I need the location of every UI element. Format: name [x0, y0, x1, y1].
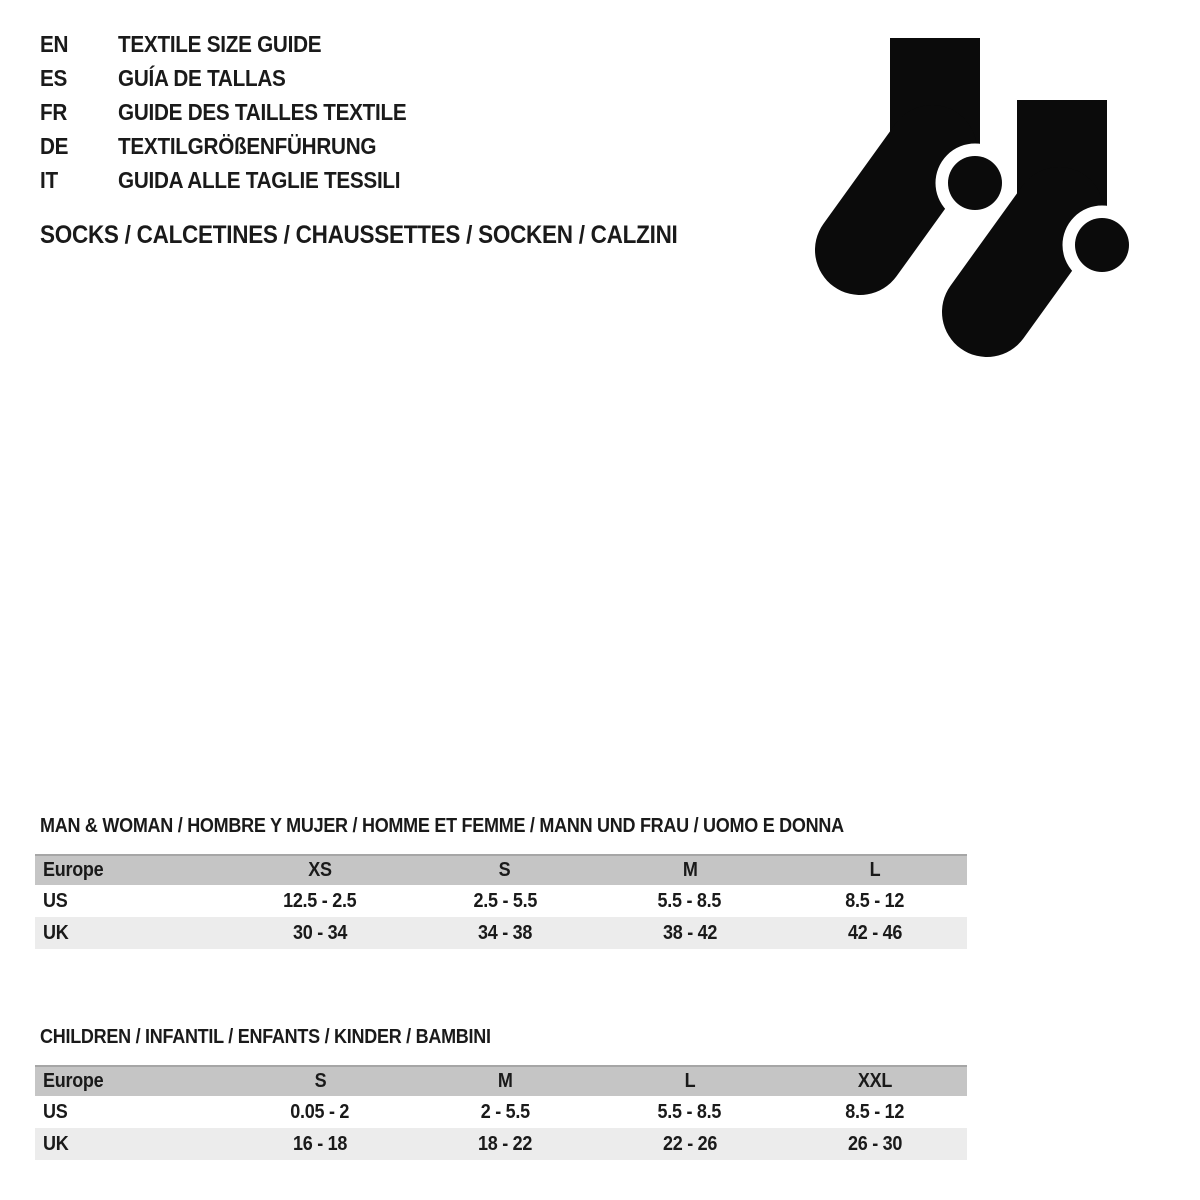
lang-label: GUÍA DE TALLAS — [118, 64, 286, 91]
size-grid — [35, 1065, 967, 1160]
lang-row-fr — [40, 95, 439, 129]
lang-code: EN — [40, 30, 69, 57]
size-cell: 38 - 42 — [662, 921, 717, 944]
table-row-uk — [35, 1128, 967, 1160]
size-cell: 0.05 - 2 — [290, 1100, 350, 1123]
header-cell-size: S — [499, 859, 511, 881]
size-cell: 12.5 - 2.5 — [283, 889, 357, 912]
size-cell: 2.5 - 5.5 — [473, 889, 537, 912]
table-title: MAN & WOMAN / HOMBRE Y MUJER / HOMME ET FEMME / MANN UND FRAU / UOMO E DONNA — [40, 815, 844, 837]
lang-row-es — [40, 61, 439, 95]
size-cell: 34 - 38 — [477, 921, 533, 944]
table-title: CHILDREN / INFANTIL / ENFANTS / KINDER / BAMBINI — [40, 1026, 491, 1048]
lang-code: ES — [40, 64, 68, 91]
row-label: US — [43, 889, 68, 912]
size-cell: 16 - 18 — [293, 1132, 348, 1155]
row-label: UK — [43, 921, 69, 944]
category-title: SOCKS / CALCETINES / CHAUSSETTES / SOCKEN / CALZINI — [40, 221, 678, 249]
row-label: UK — [43, 1132, 69, 1155]
lang-row-en — [40, 27, 439, 61]
size-table-children — [35, 1026, 967, 1160]
size-cell: 22 - 26 — [662, 1132, 717, 1155]
header-cell-size: XXL — [857, 1070, 892, 1092]
size-grid — [35, 854, 967, 949]
size-cell: 18 - 22 — [477, 1132, 533, 1155]
header-cell-size: L — [869, 859, 880, 881]
size-cell: 8.5 - 12 — [845, 1100, 905, 1123]
lang-label: GUIDA ALLE TAGLIE TESSILI — [118, 166, 401, 193]
lang-label: GUIDE DES TAILLES TEXTILE — [118, 98, 407, 125]
lang-code: IT — [40, 166, 58, 193]
size-cell: 2 - 5.5 — [480, 1100, 530, 1123]
size-cell: 26 - 30 — [847, 1132, 902, 1155]
size-cell: 42 - 46 — [847, 921, 902, 944]
socks-icon — [780, 10, 1200, 430]
header-cell-size: M — [682, 859, 698, 881]
header-cell-size: XS — [308, 859, 332, 881]
size-cell: 30 - 34 — [293, 921, 348, 944]
size-table-man-woman — [35, 815, 967, 949]
lang-label: TEXTILGRÖßENFÜHRUNG — [118, 132, 377, 159]
sock-icon-right — [987, 100, 1135, 312]
header-cell-region: Europe — [43, 1070, 104, 1092]
header-cell-size: M — [497, 1070, 513, 1092]
sock-icon-left — [860, 38, 1008, 250]
lang-code: DE — [40, 132, 69, 159]
header-cell-region: Europe — [43, 859, 104, 881]
table-row-uk — [35, 917, 967, 949]
header-cell-size: S — [314, 1070, 327, 1092]
lang-code: FR — [40, 98, 68, 125]
header-cell-size: L — [684, 1070, 696, 1092]
table-row-us — [35, 1096, 967, 1128]
table-header-row — [35, 1065, 967, 1096]
lang-label: TEXTILE SIZE GUIDE — [118, 30, 322, 57]
size-cell: 5.5 - 8.5 — [657, 889, 722, 912]
size-cell: 5.5 - 8.5 — [657, 1100, 722, 1123]
size-cell: 8.5 - 12 — [845, 889, 905, 912]
row-label: US — [43, 1100, 68, 1123]
table-row-us — [35, 885, 967, 917]
lang-row-de — [40, 129, 439, 163]
table-header-row — [35, 854, 967, 885]
lang-row-it — [40, 163, 439, 197]
language-legend — [40, 27, 439, 197]
